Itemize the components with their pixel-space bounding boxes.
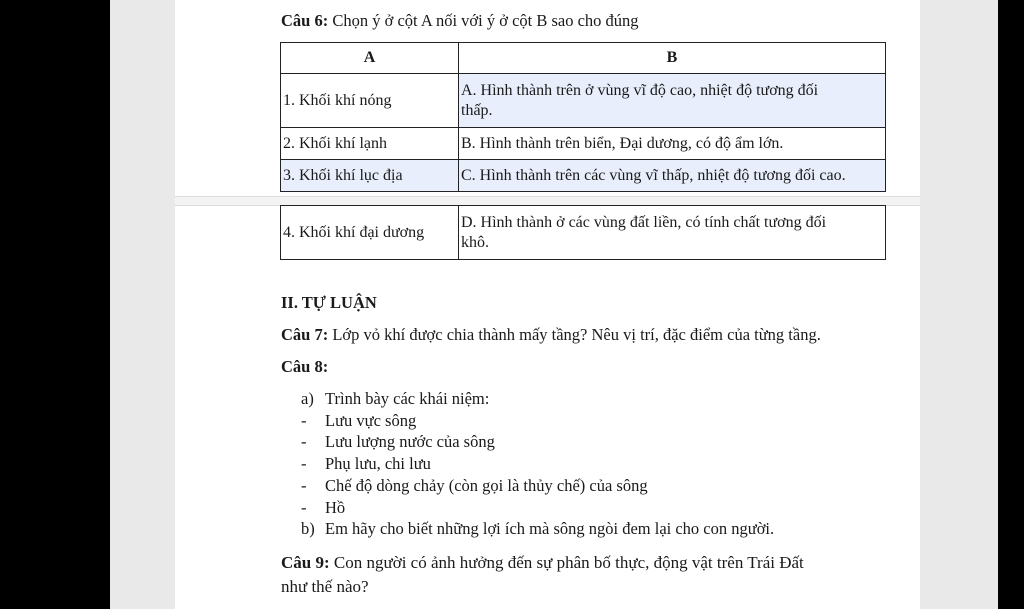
matching-table — [280, 42, 886, 192]
table-cell-b: B. Hình thành trên biển, Đại dương, có độ ẩm lớn. — [459, 128, 886, 160]
question-label: Câu 6: — [281, 11, 329, 30]
list-item: - Hồ — [301, 497, 346, 517]
matching-table-continued — [280, 205, 886, 260]
list-item: - Lưu lượng nước của sông — [301, 432, 495, 452]
table-cell-a: 1. Khối khí nóng — [281, 74, 459, 128]
list-item: - Phụ lưu, chi lưu — [301, 454, 431, 474]
list-item: - Lưu vực sông — [301, 410, 417, 430]
list-item: a) Trình bày các khái niệm: — [301, 389, 490, 408]
right-margin-area — [920, 0, 998, 609]
section-heading: II. TỰ LUẬN — [281, 293, 377, 312]
question-text: Chọn ý ở cột A nối với ý ở cột B sao cho đúng — [328, 11, 639, 30]
left-margin-area — [110, 0, 175, 609]
table-cell-b: A. Hình thành trên ở vùng vĩ độ cao, nhiệt độ tương đối thấp. — [459, 74, 886, 128]
list-item: b) Em hãy cho biết những lợi ích mà sông ngòi đem lại cho con người. — [301, 519, 775, 539]
question-9 — [281, 551, 804, 599]
table-cell-a: 2. Khối khí lạnh — [281, 128, 459, 160]
table-cell-a: 4. Khối khí đại dương — [281, 206, 459, 260]
table-cell-a: 3. Khối khí lục địa — [281, 160, 459, 192]
question-label: Câu 7: — [281, 325, 329, 344]
question-8 — [281, 356, 328, 377]
question-text: Con người có ảnh hưởng đến sự phân bố thực, động vật trên Trái Đất — [329, 553, 804, 572]
question-label: Câu 9: — [281, 553, 330, 572]
question-7 — [281, 324, 821, 345]
list-item: - Chế độ dòng chảy (còn gọi là thủy chế) của sông — [301, 475, 648, 495]
question-8-list — [301, 388, 774, 540]
column-header-a: A — [281, 43, 459, 74]
column-header-b: B — [459, 43, 886, 74]
question-text-cont: như thế nào? — [281, 577, 369, 596]
table-cell-b: C. Hình thành trên các vùng vĩ thấp, nhiệt độ tương đối cao. — [459, 160, 886, 192]
table-cell-b: D. Hình thành ở các vùng đất liền, có tính chất tương đối khô. — [459, 206, 886, 260]
question-6 — [281, 10, 639, 31]
question-label: Câu 8: — [281, 357, 329, 376]
question-text: Lớp vỏ khí được chia thành mấy tầng? Nêu vị trí, đặc điểm của từng tầng. — [328, 325, 821, 344]
